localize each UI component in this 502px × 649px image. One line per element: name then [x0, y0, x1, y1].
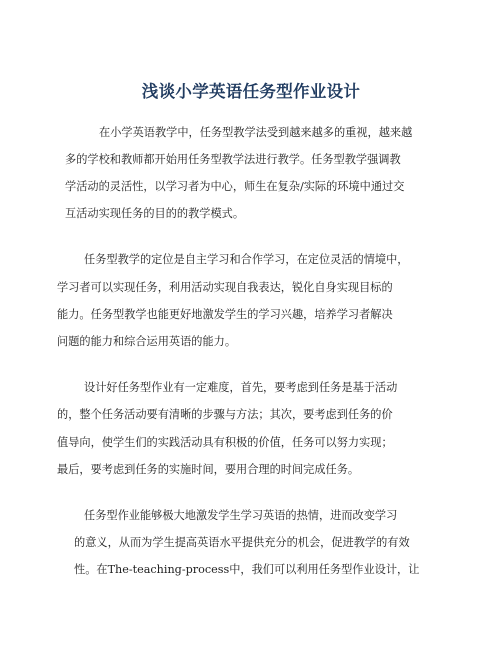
paragraph-1-line-1: 在小学英语教学中，任务型教学法受到越来越多的重视，越来越 — [99, 126, 413, 139]
paragraph-3-line-3: 值导向，使学生们的实践活动具有积极的价值，任务可以努力实现； — [57, 436, 393, 449]
document-title: 浅谈小学英语任务型作业设计 — [141, 82, 361, 101]
paragraph-3-line-4: 最后，要考虑到任务的实施时间，要用合理的时间完成任务。 — [57, 463, 360, 476]
paragraph-1-line-2: 多的学校和教师都开始用任务型教学法进行教学。任务型教学强调教 — [65, 153, 401, 166]
paragraph-3-line-1: 设计好任务型作业有一定难度，首先，要考虑到任务是基于活动 — [84, 381, 398, 394]
paragraph-4-line-1: 任务型作业能够极大地激发学生学习英语的热情，进而改变学习 — [84, 509, 398, 522]
paragraph-1-line-4: 互活动实现任务的目的的教学模式。 — [65, 207, 245, 220]
paragraph-2-line-4: 问题的能力和综合运用英语的能力。 — [57, 335, 237, 348]
paragraph-4-line-3: 性。在The-teaching-process中，我们可以利用任务型作业设计，让 — [74, 563, 420, 576]
paragraph-2-line-2: 学习者可以实现任务，利用活动实现自我表达，锐化自身实现目标的 — [57, 281, 393, 294]
paragraph-1-line-3: 学活动的灵活性，以学习者为中心，师生在复杂/实际的环境中通过交 — [65, 180, 405, 193]
paragraph-2-line-1: 任务型教学的定位是自主学习和合作学习，在定位灵活的情境中， — [84, 253, 409, 266]
paragraph-4-line-2: 的意义，从而为学生提高英语水平提供充分的机会，促进教学的有效 — [74, 536, 410, 549]
paragraph-3-line-2: 的，整个任务活动要有清晰的步骤与方法；其次，要考虑到任务的价 — [57, 408, 393, 421]
paragraph-2-line-3: 能力。任务型教学也能更好地激发学生的学习兴趣，培养学习者解决 — [57, 308, 393, 321]
